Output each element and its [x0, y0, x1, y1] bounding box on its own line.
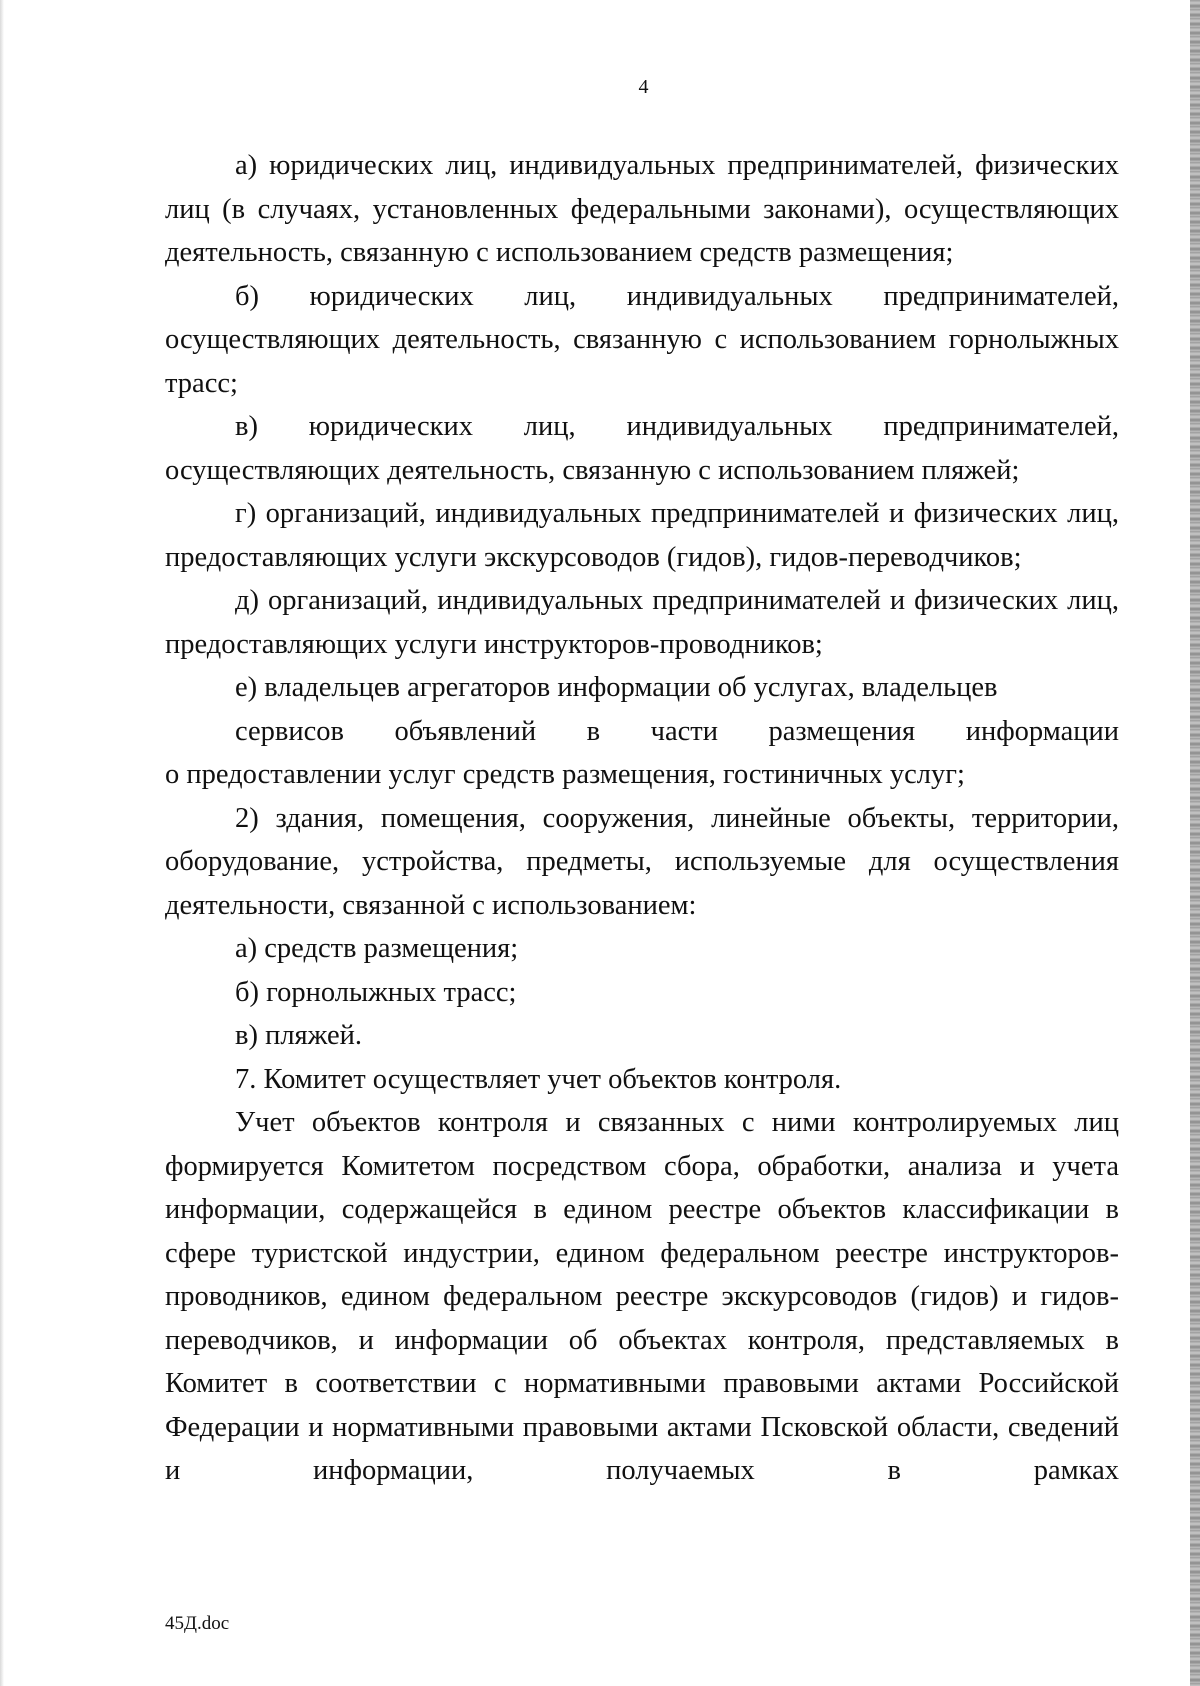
paragraph-item-v-beaches: в) юридических лиц, индивидуальных предпринимателей, осуществляющих деятельность, связанную с использованием пляжей;: [165, 411, 1119, 486]
paragraph-item-e-continuation: сервисов объявлений в части размещения информации: [235, 715, 1119, 747]
paragraph-subitem-b-ski-slopes: б) горнолыжных трасс;: [235, 976, 517, 1008]
paragraph-subitem-a-accommodation: а) средств размещения;: [235, 933, 519, 964]
paragraph-subitem-v-beaches: в) пляжей.: [235, 1020, 362, 1051]
paragraph-registration-details: Учет объектов контроля и связанных с ними контролируемых лиц формируется Комитетом посредством сбора, обработки, анализа и учета информации, содержащейся в едином реестре объектов классификации в сфере туристской индустрии, едином федеральном реестре инструкторов-проводников, едином федеральном реестре экскурсоводов (гидов) и гидов-переводчиков, и информации об объектах контроля, представляемых в Комитет в соответствии с нормативными правовыми актами Российской Федерации и нормативными правовыми актами Псковской области, сведений и информации, получаемых в рамках: [165, 1107, 1119, 1486]
page-number: 4: [638, 76, 649, 98]
paragraph-item-e-end: о предоставлении услуг средств размещения, гостиничных услуг;: [165, 759, 965, 790]
scan-edge-right: [1190, 0, 1200, 1686]
paragraph-item-g-guides: г) организаций, индивидуальных предпринимателей и физических лиц, предоставляющих услуги экскурсоводов (гидов), гидов-переводчиков;: [165, 498, 1119, 573]
scan-edge-left: [0, 0, 4, 1686]
footer-filename: 45Д.doc: [165, 1613, 230, 1634]
paragraph-item-7-registration: 7. Комитет осуществляет учет объектов контроля.: [235, 1063, 842, 1095]
paragraph-item-d-instructors: д) организаций, индивидуальных предпринимателей и физических лиц, предоставляющих услуги инструкторов-проводников;: [165, 585, 1119, 660]
paragraph-item-b-ski-slopes: б) юридических лиц, индивидуальных предпринимателей, осуществляющих деятельность, связанную с использованием горнолыжных трасс;: [165, 280, 1119, 399]
paragraph-item-2-buildings: 2) здания, помещения, сооружения, линейные объекты, территории, оборудование, устройства, предметы, используемые для осуществления деятельности, связанной с использованием:: [165, 802, 1119, 921]
paragraph-item-e-aggregators: е) владельцев агрегаторов информации об услугах, владельцев: [235, 672, 998, 703]
paragraph-item-a-legal-entities: а) юридических лиц, индивидуальных предпринимателей, физических лиц (в случаях, установленных федеральными законами), осуществляющих деятельность, связанную с использованием средств размещения;: [165, 150, 1119, 268]
document-body: [165, 144, 1119, 1493]
